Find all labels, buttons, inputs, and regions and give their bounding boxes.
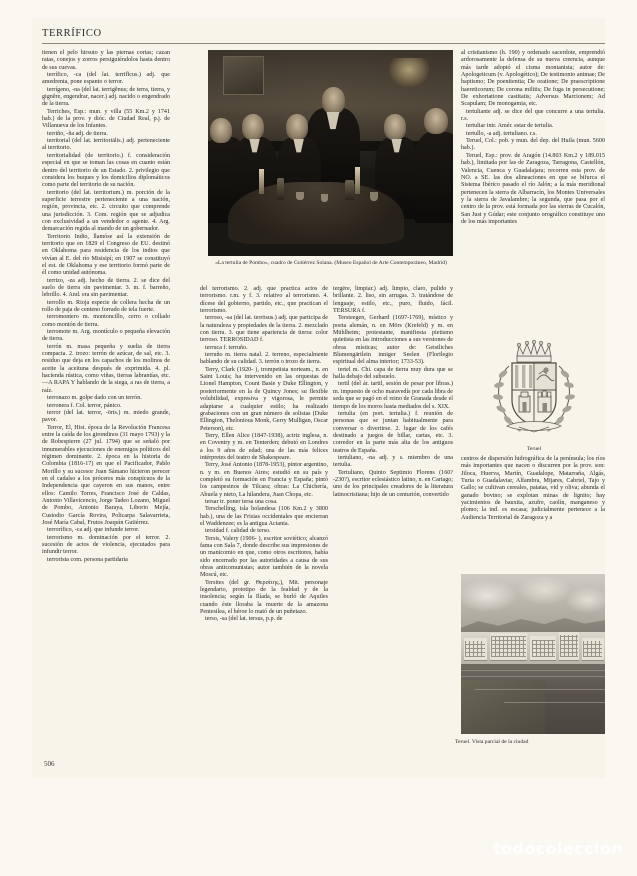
- paragraph: Terry, Ellen Alice (1847-1938), actriz inglesa, n. en Coventry y m. en Tenterden; debutó en Londres a los 9 años de edad; una de las más felices intérpretes del teatro de Shakespeare.: [200, 432, 328, 461]
- paragraph: centros de dispersión hidrográfica de la península; los ríos más importantes que nacen o discurren por la prov. son: Jiloca, Huerva, Martín, Guadalope, Matarraña, Algás, Turia o Guadalaviar, Alfambra, Mijares, Cabriel, Tajo y Gallo; se cultivan cereales, patatas, vid y oliva; abunda el ganado bovino; se explotan minas de lignito; hay yacimientos de bauxita, azufre, caolín, manganeso y plomo; la ind. es escasa; judicialmente pertenece a la Audiencia Territorial de Zaragoza y a: [461, 456, 605, 521]
- paragraph: Terry, José Antonio (1878-1953), pintor argentino, n. y m. en Buenos Aires; estudió en su país y completó su formación en Francia y España; pintó los campesinos de Tilcara; obras: La Chichería, Abuela y nieto, La hilandera, Juan Chopa, etc.: [200, 462, 328, 498]
- paragraph: terror (del lat. terror, -ōris.) m. miedo grande, pavor.: [42, 409, 170, 424]
- watermark-todocoleccion: todocoleccion: [493, 839, 623, 858]
- figure-caption-bottom: Teruel. Vista parcial de la ciudad: [455, 739, 529, 745]
- paragraph: terromote m. Arg. montículo o pequeña elevación de tierra.: [42, 329, 170, 343]
- painting-bottle: [277, 178, 285, 201]
- ribbon: [507, 422, 561, 431]
- paragraph: tertel m. Chi. capa de tierra muy dura que se halla debajo del subsuelo.: [333, 366, 453, 381]
- figure-teruel-city-view: [461, 574, 605, 734]
- paragraph: tersidad f. calidad de terso.: [205, 528, 271, 535]
- figure-caption-shield: Teruel: [526, 446, 542, 452]
- running-head: TERRÍFICO: [42, 28, 102, 39]
- painting-candlestick: [355, 167, 360, 194]
- paragraph: tertulia (en port. tertulia.) f. reunión de personas que se juntan habitualmente para conversar o divertirse. 2. lugar de los cafés destinado a juegos de billar, cartas, etc. 3. corredor en la parte más alta de los antiguos teatros de España.: [333, 410, 453, 454]
- paragraph: tergēre, limpiar.) adj. limpio, claro, pulido y brillante. 2. liso, sin arrugas. 3. tratándose de lenguaje, estilo, etc., puro, fluido, fácil. TERSURA f.: [333, 286, 453, 315]
- header-rule: [42, 43, 605, 44]
- painting-glass: [370, 192, 378, 201]
- photo-clouds: [461, 577, 605, 619]
- photo-building-windows: [532, 640, 555, 658]
- paragraph: Terror, El, Hist. época de la Revolución Francesa entre la caída de los girondinos (31 mayo 1793) y la de Robespierre (27 jul. 1794) que se señaló por innumerables ejecuciones de enemigos políticos del régimen dominante. 2. época en la historia de Colombia (1816-17) en que el Pacificador, Pablo Morillo y su sucesor Juan Sámano hicieron perecer en el cadalso a los próceres más conspicuos de la Independencia que cayeron en sus manos, entre ellos: Camilo Torres, Francisco José de Caldas, Antonio Villavicencio, Jorge Tadeo Lozano, Miguel de Pombo, Antonio Baraya, Liborio Mejía, Custodio García Rovira, Policarpa Salavarrieta, José María Cabal, Frutos Joaquín Gutiérrez.: [42, 424, 170, 526]
- paragraph: terronazo m. golpe dado con un terrón.: [47, 395, 142, 402]
- photo-building-windows: [491, 636, 526, 657]
- paragraph: Terschelling, isla holandesa (106 Km.2 y 3800 hab.), una de las Frisias occidentales que encierran el Waddenzee; es la antigua Actania.: [200, 506, 328, 527]
- painting-figure-head: [242, 114, 264, 140]
- paragraph: terrorífico, -ca adj. que infunde terror.: [47, 527, 140, 534]
- paragraph: tersar tr. poner tersa una cosa.: [205, 498, 278, 505]
- paragraph: Terry, Clark (1920- ), trompetista norteam., n. en Saint Louis; ha intervenido en las orquestas de Lionel Hampton, Count Basie y Duke Ellington, y posteriormente en la de Quincy Jones; su flexible volubilidad, expresiva y vigorosa, le permite adaptarse a cualquier estilo; ha realizado grabaciones con un gran número de solistas (Duke Ellington, Thelonious Monk, Gerry Mulligan, Oscar Peterson), etc.: [200, 366, 328, 432]
- text-column-1: [42, 50, 170, 564]
- painting-glass: [321, 194, 328, 202]
- paragraph: tertuliar intr. Amér. estar de tertulia.: [466, 123, 554, 130]
- coat-of-arms-svg: [489, 332, 579, 444]
- paragraph: Territorio Indio, llamóse así la extensión de territorio que en 1829 el Congreso de EU. destinó en Oklahoma para residencia de los indios que vivían al E. del río Misisipí; en 1907 se constituyó el est. de Oklahoma y ese territorio formó parte de él como unidad autónoma.: [42, 233, 170, 277]
- paragraph: terrígeno, -na (del lat. terrigĕnus; de terra, tierra, y gignĕre, engendrar, nacer.) adj. nacido o engendrado de la tierra.: [42, 86, 170, 108]
- figure-caption-top: «La tertulia de Pombo», cuadro de Gutiérrez Solana. (Museo Español de Arte Contemporáneo, Madrid): [215, 260, 447, 266]
- paragraph: tertullo, -a adj. tertuliano. r.s.: [466, 130, 537, 137]
- paragraph: terrífico, -ca (del lat. terrifĭcus.) adj. que amedrenta, pone espanto o terror.: [42, 72, 170, 86]
- photo-railway-line: [504, 702, 605, 703]
- page-number: 506: [44, 760, 55, 768]
- paragraph: terroso, -sa (del lat. terrōsus.) adj. que participa de la naturaleza y propiedades de la tierra. 2. mezclado con tierra. 3. que tiene apariencia de tierra: color terroso. TERROSIDAD f.: [200, 315, 328, 344]
- crown-icon: [517, 340, 551, 362]
- paragraph: terrorismo m. dominación por el terror. 2. sucesión de actos de violencia, ejecutados para infundir terror.: [42, 534, 170, 556]
- paragraph: terrón m. masa pequeña y suelta de tierra compacta. 2. trozo: terrón de azúcar, de sal, etc. 3. residuo que deja en los capachos de los molinos de aceite la aceituna después de exprimida. 4. pl. hacienda rústica, como viñas, tierras labrantías, etc.—A RAPA Y hablando de la siega, a ras de tierra, a raíz.: [42, 343, 170, 394]
- paragraph: tertil (del ár. tartil, sesión de pesar por libras.) m. impuesto de ocho maravedís por cada libra de seda que se pagó en el reino de Granada desde el tiempo de los moros hasta mediados del s. XIX.: [333, 381, 453, 410]
- castle-charge: [538, 391, 551, 412]
- text-column-2: [200, 286, 328, 624]
- paragraph: terrizo, -za adj. hecho de tierra. 2. se dice del suelo de tierra sin pavimentar. 3. m. f. barreño, lebrillo. 4. And. era sin pavimentar.: [42, 277, 170, 299]
- paragraph: del terrorismo. 2. adj. que practica actos de terrorismo. r.m. y f. 3. relativo al terrorismo. 4. dícese del gobierno, partido, etc., que practican el terrorismo.: [200, 286, 328, 315]
- painting-table: [228, 182, 404, 244]
- paragraph: territorio (del lat. territorium.) m. porción de la superficie terrestre perteneciente a una nación, región, provincia, etc. 2. circuito que comprende una jurisdicción. 3. Com. región que se adjudica con exclusividad a un vendedor o agente. 4. Arg. demarcación regida al mando de un gobernador.: [42, 189, 170, 233]
- paragraph: Tertuliano, Quinto Septimio Florens (160?-230?), escritor eclesiástico latino, n. en Cartago; uno de los principales creadores de la literatura latinocristiana; hijo de un centurión, convertido: [333, 469, 453, 498]
- paragraph: tertuliante adj. se dice del que concurre a una tertulia. r.s.: [461, 108, 605, 123]
- paragraph: tertuliano, -na adj. y s. miembro de una tertulia.: [333, 454, 453, 469]
- painting-mirror: [223, 56, 264, 95]
- text-column-4-upper: [461, 50, 605, 226]
- paragraph: Tersites (del gr. Θερσίτης.), Mit. personaje legendario, prototipo de la fealdad y de la insolencia; según la Ilíada, se burló de Aquiles cuando éste lloraba la muerte de la amazona Pentesilea, el héroe lo mató de un puñetazo.: [200, 579, 328, 616]
- figure-tertulia-de-pombo: [208, 50, 453, 256]
- painting-figure-head: [424, 108, 449, 135]
- painting-figure-head: [384, 114, 406, 140]
- text-column-3: [333, 286, 453, 499]
- figure-coat-of-arms-teruel: [489, 332, 579, 444]
- painting-bottle: [345, 180, 353, 201]
- tower-charge: [519, 392, 530, 412]
- photo-railway-line: [461, 670, 605, 671]
- paragraph: Tersteegen, Gerhard (1697-1769), místico y poeta alemán, n. en Mörs (Krefeld) y m. en Mühlheim; protestante, manifiesta pietismo quietista en las introducciones a sus versiones de obras místicas; autor de: Geistliches Blumengärtlein inniger Seelen (Florilegio espiritual del alma interior; 1733-53).: [333, 315, 453, 366]
- paragraph: terrorista com. persona partidaria: [47, 556, 128, 563]
- paragraph: Tersis, Valery (1906- ), escritor soviético; alcanzó fama con Sala 7, donde describe sus impresiones de un manicomio en que, como otros escritores, había sido encerrado por las autoridades a causa de sus obras anticomunistas; autor también de la novela Moscú, etc.: [200, 535, 328, 579]
- painting-figure-head: [322, 87, 345, 114]
- photo-railway-line: [475, 689, 605, 690]
- paragraph: terso, -sa (del lat. tersus, p.p. de: [205, 616, 283, 623]
- paragraph: terruca f. terruño.: [205, 344, 248, 351]
- photo-field: [461, 680, 545, 734]
- painting-candlestick: [259, 169, 264, 194]
- paragraph: terruño m. tierra natal. 2. terreno, especialmente hablando de su calidad. 3. terrón o trozo de tierra.: [200, 352, 328, 366]
- photo-building-windows: [465, 641, 485, 657]
- photo-building-windows: [583, 641, 602, 657]
- paragraph: tienen el pelo hirsuto y las piernas cortas; cazan ratas, conejos y zorros persiguiéndolos hasta dentro de sus cuevas.: [42, 50, 170, 71]
- photo-railway-line: [461, 676, 605, 677]
- paragraph: al cristianismo (h. 190) y ordenado sacerdote, emprendió ardorosamente la defensa de su nueva creencia, aunque más tarde adoptó el cisma montanista; autor de: Apologeticum (v. Apologético); De testimonio animae; De baptismo; De poenitentia; De oratione; De praescriptione haereticorum; De corona militis; De fuga in persecutione; De exhortatione castitatis; Adversus Marcionem; Ad Scapulam; De monogamia, etc.: [461, 50, 605, 108]
- paragraph: territorial (del lat. territoriālis.) adj. perteneciente al territorio.: [42, 138, 170, 152]
- paragraph: terronera f. Col. terror, pánico.: [47, 402, 122, 409]
- painting-figure-body: [414, 132, 453, 223]
- paragraph: Teruel, Col.: pob. y mun. del dep. del Huila (mun. 5600 hab.).: [461, 138, 605, 152]
- painting-figure-head: [210, 118, 232, 143]
- paragraph: terriño, -ña adj. de tierra.: [47, 130, 108, 137]
- paragraph: Teruel, Esp.: prov. de Aragón (14.803 Km.2 y 189.015 hab.), limitada por las de Zaragoza, Tarragona, Castellón, Valencia, Cuenca y Guadalajara; recorren esta prov. de NO. a SE. las dos alineaciones en que se bifurca el Sistema Ibérico pasado el río Jalón; a la más meridional pertenecen la sierra de Albarracín, los Montes Universales y la sierra de Javalambre; la segunda, que pasa por el centro de la prov. está formada por las sierras de Cucalón, San Just y Gúdar; este conjunto orográfico constituye uno de los más importantes: [461, 152, 605, 225]
- painting-glass: [296, 192, 303, 200]
- painting-figure-head: [286, 114, 308, 140]
- paragraph: Terriches, Esp.: mun. y villa (55 Km.2 y 1741 hab.) de la prov. y dióc. de Ciudad Real, p.j. de Villanueva de los Infantes.: [42, 108, 170, 130]
- paragraph: terrollo m. Rioja especie de collera hecha de un rollo de paja de centeno forrado de tela fuerte.: [42, 299, 170, 314]
- painting-lamp: [389, 58, 428, 87]
- photo-building-windows: [560, 635, 577, 657]
- paragraph: territorialidad (de territorio.) f. consideración especial en que se toman las cosas en cuanto están dentro del territorio de un Estado. 2. privilegio que considera los buques y los domicilios diplomáticos como parte del territorio de su nación.: [42, 152, 170, 189]
- text-column-4-lower: [461, 456, 605, 522]
- paragraph: terromontero m. montoncillo, cerro o collado como montón de tierra.: [42, 314, 170, 328]
